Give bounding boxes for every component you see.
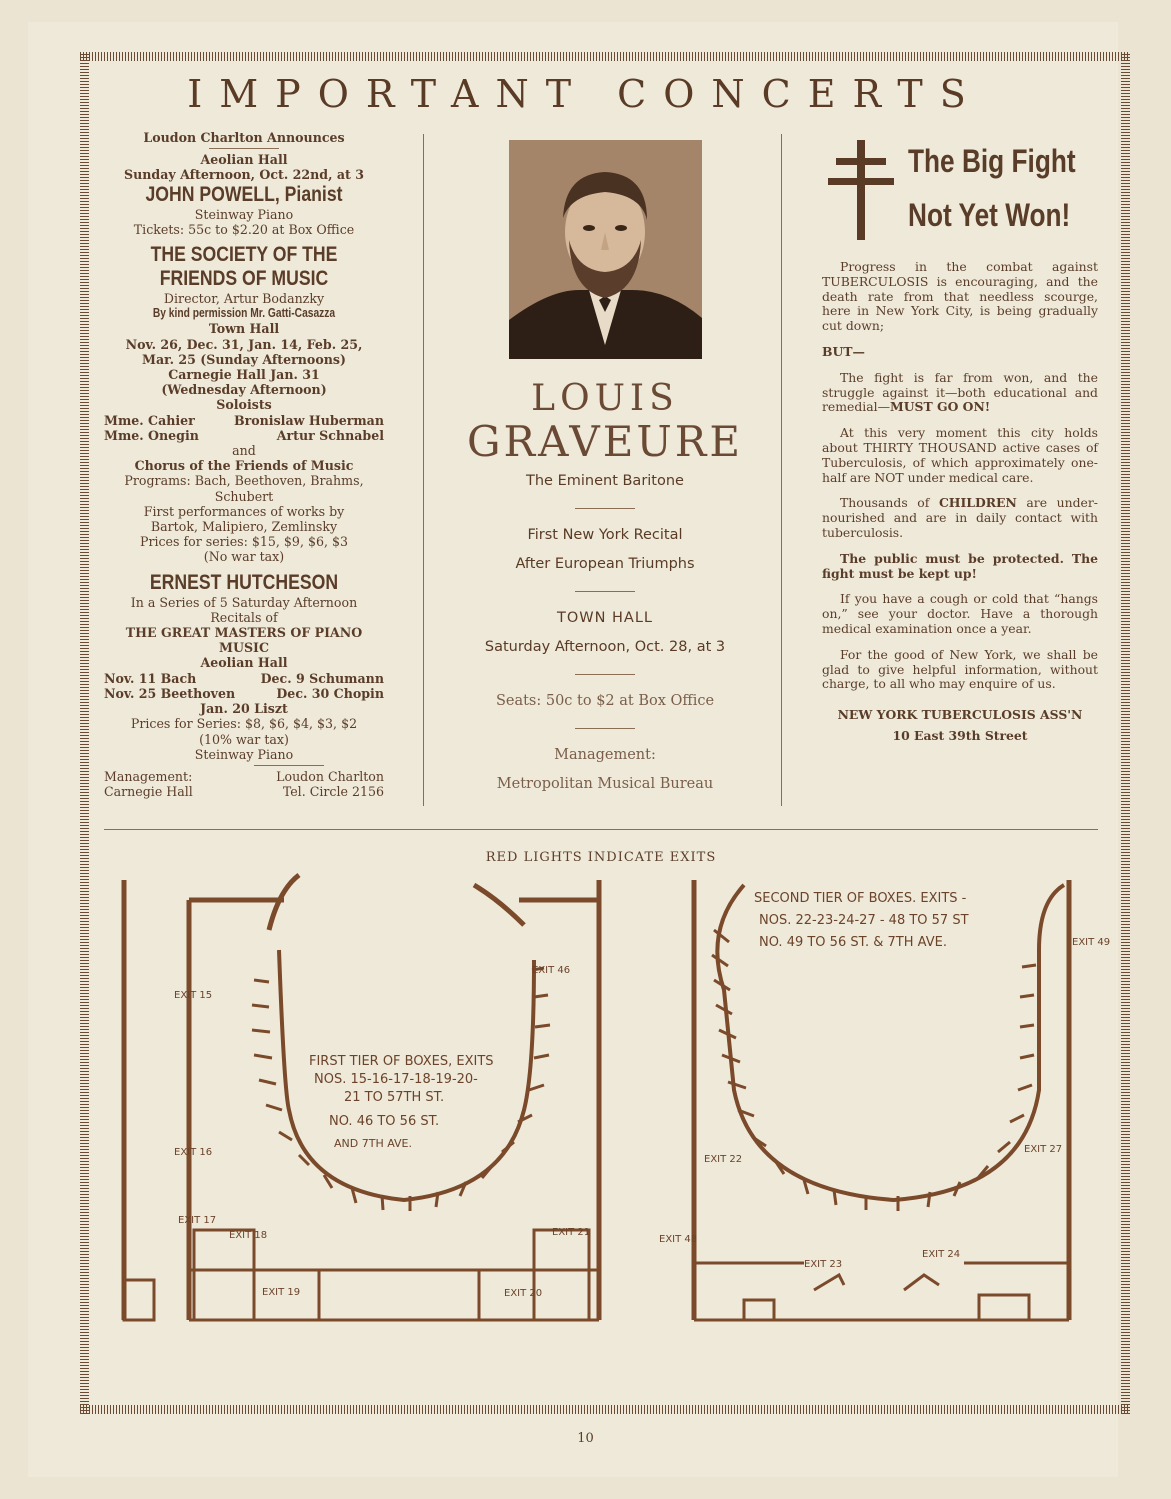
masters-1: THE GREAT MASTERS OF PIANO [125,625,363,641]
society-director: Director, Artur Bodanzky [163,291,325,307]
soloists-row-1 [104,413,384,428]
organization-address: 10 East 39th Street [892,727,1028,743]
hutcheson-prices-2: (10% war tax) [199,731,289,747]
divider [254,765,324,766]
paragraph: If you have a cough or cold that “hangs on,” see your doctor. Have a thorough medical examination once a year. [822,591,1098,636]
hutcheson-name: ERNEST HUTCHESON [149,570,339,594]
recital-line-1: First New York Recital [527,527,683,543]
exit-label: EXIT 48 [659,1234,698,1245]
first-performances-2: Bartok, Malipiero, Zemlinsky [150,519,338,535]
exit-label: EXIT 18 [229,1230,268,1241]
headline-line-1: The Big Fight [908,143,1076,179]
programs-2: Schubert [214,488,274,504]
powell-piano: Steinway Piano [194,206,294,222]
second-tier-labels [659,891,1110,1270]
paragraph-text: are under-nourished and are in daily contact with tuberculosis. [822,495,1098,540]
exit-label: EXIT 19 [262,1287,301,1298]
programs-1: Programs: Bach, Beethoven, Brahms, [124,473,364,489]
first-performances-1: First performances of works by [143,503,345,519]
paragraph-text: The fight is far from won, and the struggle against it—both educational and remedial— [822,369,1098,415]
portrait-photo [509,140,702,359]
second-tier-line-2: NOS. 22-23-24-27 - 48 TO 57 ST [759,913,969,928]
exit-label: EXIT 17 [178,1215,217,1226]
powell-venue: Aeolian Hall [200,152,288,168]
paragraph [822,496,1098,540]
first-tier-line-4: NO. 46 TO 56 ST. [329,1114,440,1129]
divider [575,508,635,509]
paragraph-text: Thousands of [840,495,930,511]
management-tel: Tel. Circle 2156 [282,784,384,800]
exit-label: EXIT 16 [174,1147,213,1158]
management-name: Metropolitan Musical Bureau [496,776,714,792]
exit-label: EXIT 49 [1072,937,1111,948]
society-carnegie-1: Carnegie Hall Jan. 31 [168,367,320,383]
hutcheson-series-1: In a Series of 5 Saturday Afternoon [130,594,358,610]
double-cross-icon [826,140,896,240]
recital-date: Saturday Afternoon, Oct. 28, at 3 [484,639,726,655]
graveure-advertisement [440,130,770,799]
management-row-1 [104,769,384,784]
second-tier-seats [712,930,1036,1211]
divider [575,674,635,675]
masters-2: MUSIC [219,640,269,656]
and-text: and [232,443,256,459]
exit-label: EXIT 22 [704,1154,743,1165]
divider [209,148,279,149]
society-dates-1: Nov. 26, Dec. 31, Jan. 14, Feb. 25, [125,336,363,352]
exit-label: EXIT 46 [532,965,571,976]
exit-label: EXIT 27 [1024,1144,1063,1155]
management-place: Carnegie Hall [104,784,193,800]
hutcheson-row-3: Jan. 20 Liszt [200,701,288,717]
performer-last-name: GRAVEURE [466,417,744,466]
society-prices-1: Prices for series: $15, $9, $6, $3 [139,534,349,550]
recital-line-2: After European Triumphs [515,556,695,572]
recital-date: Dec. 30 Chopin [276,685,384,701]
management-row-2 [104,784,384,799]
emphasis: MUST GO ON! [889,399,991,415]
charlton-announcements [104,130,384,799]
hutcheson-row-1 [104,671,384,686]
but-text: BUT— [822,343,865,359]
first-tier-line-5: AND 7TH AVE. [334,1137,412,1150]
powell-date: Sunday Afternoon, Oct. 22nd, at 3 [124,167,364,183]
soloist: Artur Schnabel [276,427,384,443]
soloists-row-2 [104,428,384,443]
paragraph: At this very moment this city holds about THIRTY THOUSAND active cases of Tuberculosis, of which approximately one-half are NOT under medical care. [822,425,1098,485]
exit-label: EXIT 21 [552,1227,591,1238]
management-label: Management: [104,768,193,784]
hutcheson-prices-1: Prices for Series: $8, $6, $4, $3, $2 [130,716,358,732]
floor-plan-heading: RED LIGHTS INDICATE EXITS [485,850,717,865]
society-name-2: FRIENDS OF MUSIC [159,267,329,291]
left-border [80,52,89,1414]
organization: NEW YORK TUBERCULOSIS ASS'N [837,707,1083,723]
emphasis: CHILDREN [938,495,1017,511]
first-tier-line-1: FIRST TIER OF BOXES, EXITS [309,1054,494,1069]
performer-first-name: LOUIS [531,378,679,419]
society-name-1: THE SOCIETY OF THE [150,243,338,267]
hutcheson-row-2 [104,686,384,701]
hutcheson-piano: Steinway Piano [194,746,294,762]
soloist: Mme. Cahier [104,412,195,428]
floor-plans [104,870,1111,1440]
top-border [80,52,1130,61]
first-tier-line-3: 21 TO 57TH ST. [344,1090,445,1105]
announcer: Loudon Charlton Announces [143,130,345,145]
section-divider [104,829,1098,830]
second-tier-line-1: SECOND TIER OF BOXES. EXITS - [754,891,967,906]
divider [575,591,635,592]
column-divider-right [781,134,782,806]
performer-subtitle: The Eminent Baritone [526,473,684,489]
page-number: 10 [577,1431,594,1446]
chorus: Chorus of the Friends of Music [134,458,354,474]
paragraph: The public must be protected. The fight must be kept up! [822,550,1098,581]
portrait-illustration [509,140,702,359]
soloist: Bronislaw Huberman [233,412,384,428]
society-permission: By kind permission Mr. Gatti-Casazza [152,306,336,321]
exit-label: EXIT 24 [922,1249,961,1260]
tuberculosis-notice [822,130,1098,744]
divider [575,728,635,729]
second-tier-line-3: NO. 49 TO 56 ST. & 7TH AVE. [759,935,947,950]
exit-label: EXIT 15 [174,990,213,1001]
seat-prices: Seats: 50c to $2 at Box Office [495,693,715,709]
recital-date: Nov. 11 Bach [104,670,197,686]
exit-label: EXIT 20 [504,1288,543,1299]
recital-venue: TOWN HALL [556,610,654,626]
powell-tickets: Tickets: 55c to $2.20 at Box Office [133,221,355,237]
paragraph [822,371,1098,415]
right-border [1121,52,1130,1414]
hutcheson-series-2: Recitals of [210,609,278,625]
column-divider-left [423,134,424,806]
exit-label: EXIT 23 [804,1259,843,1270]
recital-date: Nov. 25 Beethoven [104,685,236,701]
headline-line-2: Not Yet Won! [908,197,1071,233]
society-dates-2: Mar. 25 (Sunday Afternoons) [142,351,346,367]
first-tier-line-2: NOS. 15-16-17-18-19-20- [314,1072,478,1087]
soloist: Mme. Onegin [104,427,199,443]
society-carnegie-2: (Wednesday Afternoon) [161,382,327,398]
management-name: Loudon Charlton [276,768,384,784]
powell-name: JOHN POWELL, Pianist [145,182,343,206]
first-tier-labels [174,965,590,1299]
paragraph: For the good of New York, we shall be glad to give helpful information, without charge, to all who may enquire of us. [822,646,1098,692]
society-prices-2: (No war tax) [203,549,285,565]
society-venue: Town Hall [208,321,280,337]
management-label: Management: [554,747,656,763]
soloists-label: Soloists [216,397,272,413]
paragraph: Progress in the combat against TUBERCULOSIS is encouraging, and the death rate from that needless scourge, here in New York City, is being gradually cut down; [822,259,1098,334]
headline-block [822,130,1098,260]
hutcheson-venue: Aeolian Hall [200,655,288,671]
page-title: IMPORTANT CONCERTS [187,72,983,116]
recital-date: Dec. 9 Schumann [260,670,384,686]
